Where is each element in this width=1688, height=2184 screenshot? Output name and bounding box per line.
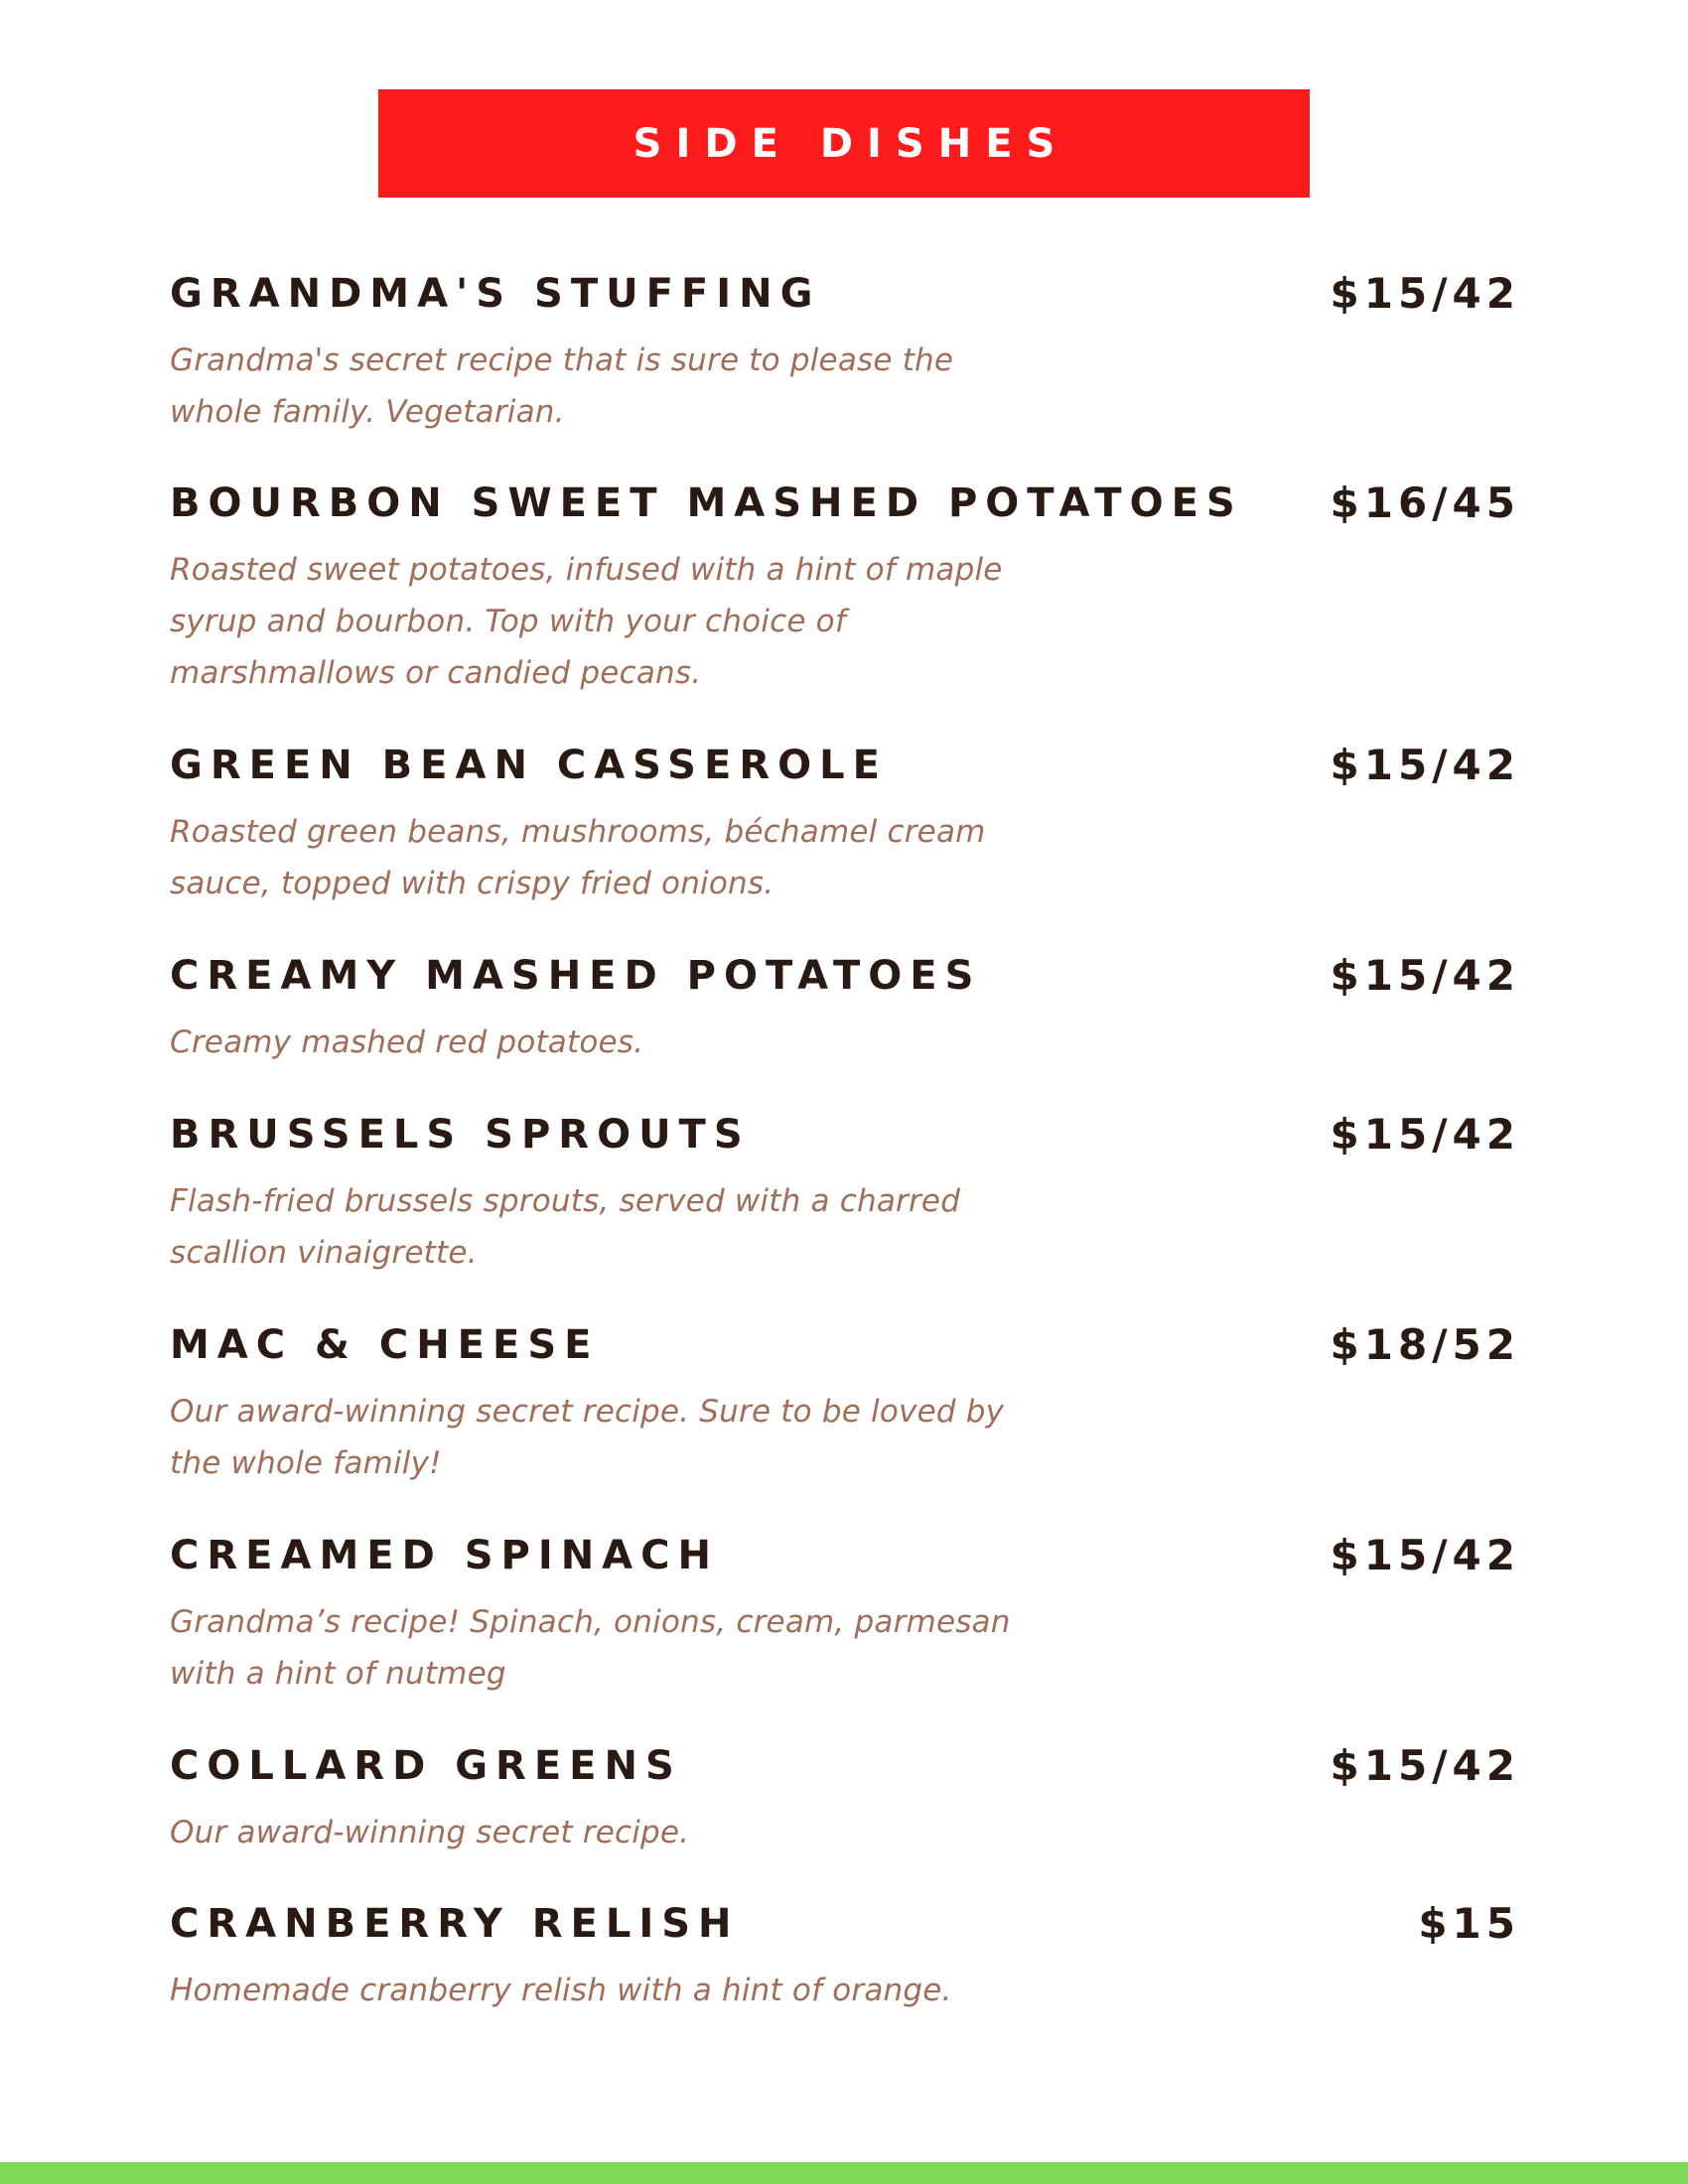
description-line: the whole family!	[170, 1445, 442, 1481]
section-banner	[378, 89, 1310, 198]
menu-item-description	[170, 335, 1044, 438]
description-line: with a hint of nutmeg	[170, 1656, 506, 1692]
description-line: Flash-fried brussels sprouts, served with a charred	[170, 1183, 961, 1219]
menu-item-price: $15/42	[1330, 951, 1520, 1000]
section-title: SIDE DISHES	[633, 120, 1069, 167]
menu-item-price: $15/42	[1330, 741, 1520, 789]
description-line: Grandma's secret recipe that is sure to please the	[170, 342, 954, 378]
menu-item-price: $15	[1418, 1899, 1520, 1948]
menu-item-description	[170, 1807, 1044, 1858]
menu-item-price: $15/42	[1330, 269, 1520, 318]
menu-item-name: GREEN BEAN CASSEROLE	[170, 743, 888, 788]
menu-item-price: $15/42	[1330, 1531, 1520, 1579]
menu-item-name: COLLARD GREENS	[170, 1743, 682, 1789]
description-line: whole family. Vegetarian.	[170, 394, 565, 430]
description-line: Roasted green beans, mushrooms, béchamel cream	[170, 814, 986, 850]
description-line: syrup and bourbon. Top with your choice of	[170, 604, 846, 639]
menu-item-price: $16/45	[1330, 478, 1520, 527]
menu-item-price: $18/52	[1330, 1320, 1520, 1369]
menu-item-name: CREAMED SPINACH	[170, 1533, 719, 1578]
description-line: Our award-winning secret recipe. Sure to be loved by	[170, 1394, 1005, 1430]
description-line: marshmallows or candied pecans.	[170, 655, 702, 691]
menu-item-price: $15/42	[1330, 1741, 1520, 1790]
description-line: sauce, topped with crispy fried onions.	[170, 866, 774, 901]
description-line: Our award-winning secret recipe.	[170, 1815, 690, 1850]
menu-item-name: GRANDMA'S STUFFING	[170, 271, 821, 317]
menu-item-description	[170, 806, 1044, 909]
description-line: Homemade cranberry relish with a hint of orange.	[170, 1973, 952, 2008]
menu-item-price: $15/42	[1330, 1110, 1520, 1159]
description-line: Creamy mashed red potatoes.	[170, 1024, 644, 1060]
menu-item-name: CREAMY MASHED POTATOES	[170, 953, 982, 999]
menu-item-description	[170, 1965, 1044, 2016]
menu-item-name: BOURBON SWEET MASHED POTATOES	[170, 480, 1243, 526]
description-line: Grandma’s recipe! Spinach, onions, cream, parmesan	[170, 1604, 1011, 1640]
footer-accent-bar	[0, 2162, 1688, 2184]
description-line: scallion vinaigrette.	[170, 1235, 478, 1271]
menu-item-description	[170, 1017, 1044, 1068]
menu-item-description	[170, 1386, 1044, 1489]
menu-item-name: BRUSSELS SPROUTS	[170, 1112, 751, 1158]
menu-item-description	[170, 544, 1044, 699]
menu-item-description	[170, 1175, 1044, 1279]
description-line: Roasted sweet potatoes, infused with a hint of maple	[170, 552, 1003, 588]
menu-item-name: CRANBERRY RELISH	[170, 1901, 740, 1947]
menu-item-name: MAC & CHEESE	[170, 1322, 600, 1368]
menu-item-description	[170, 1596, 1044, 1700]
